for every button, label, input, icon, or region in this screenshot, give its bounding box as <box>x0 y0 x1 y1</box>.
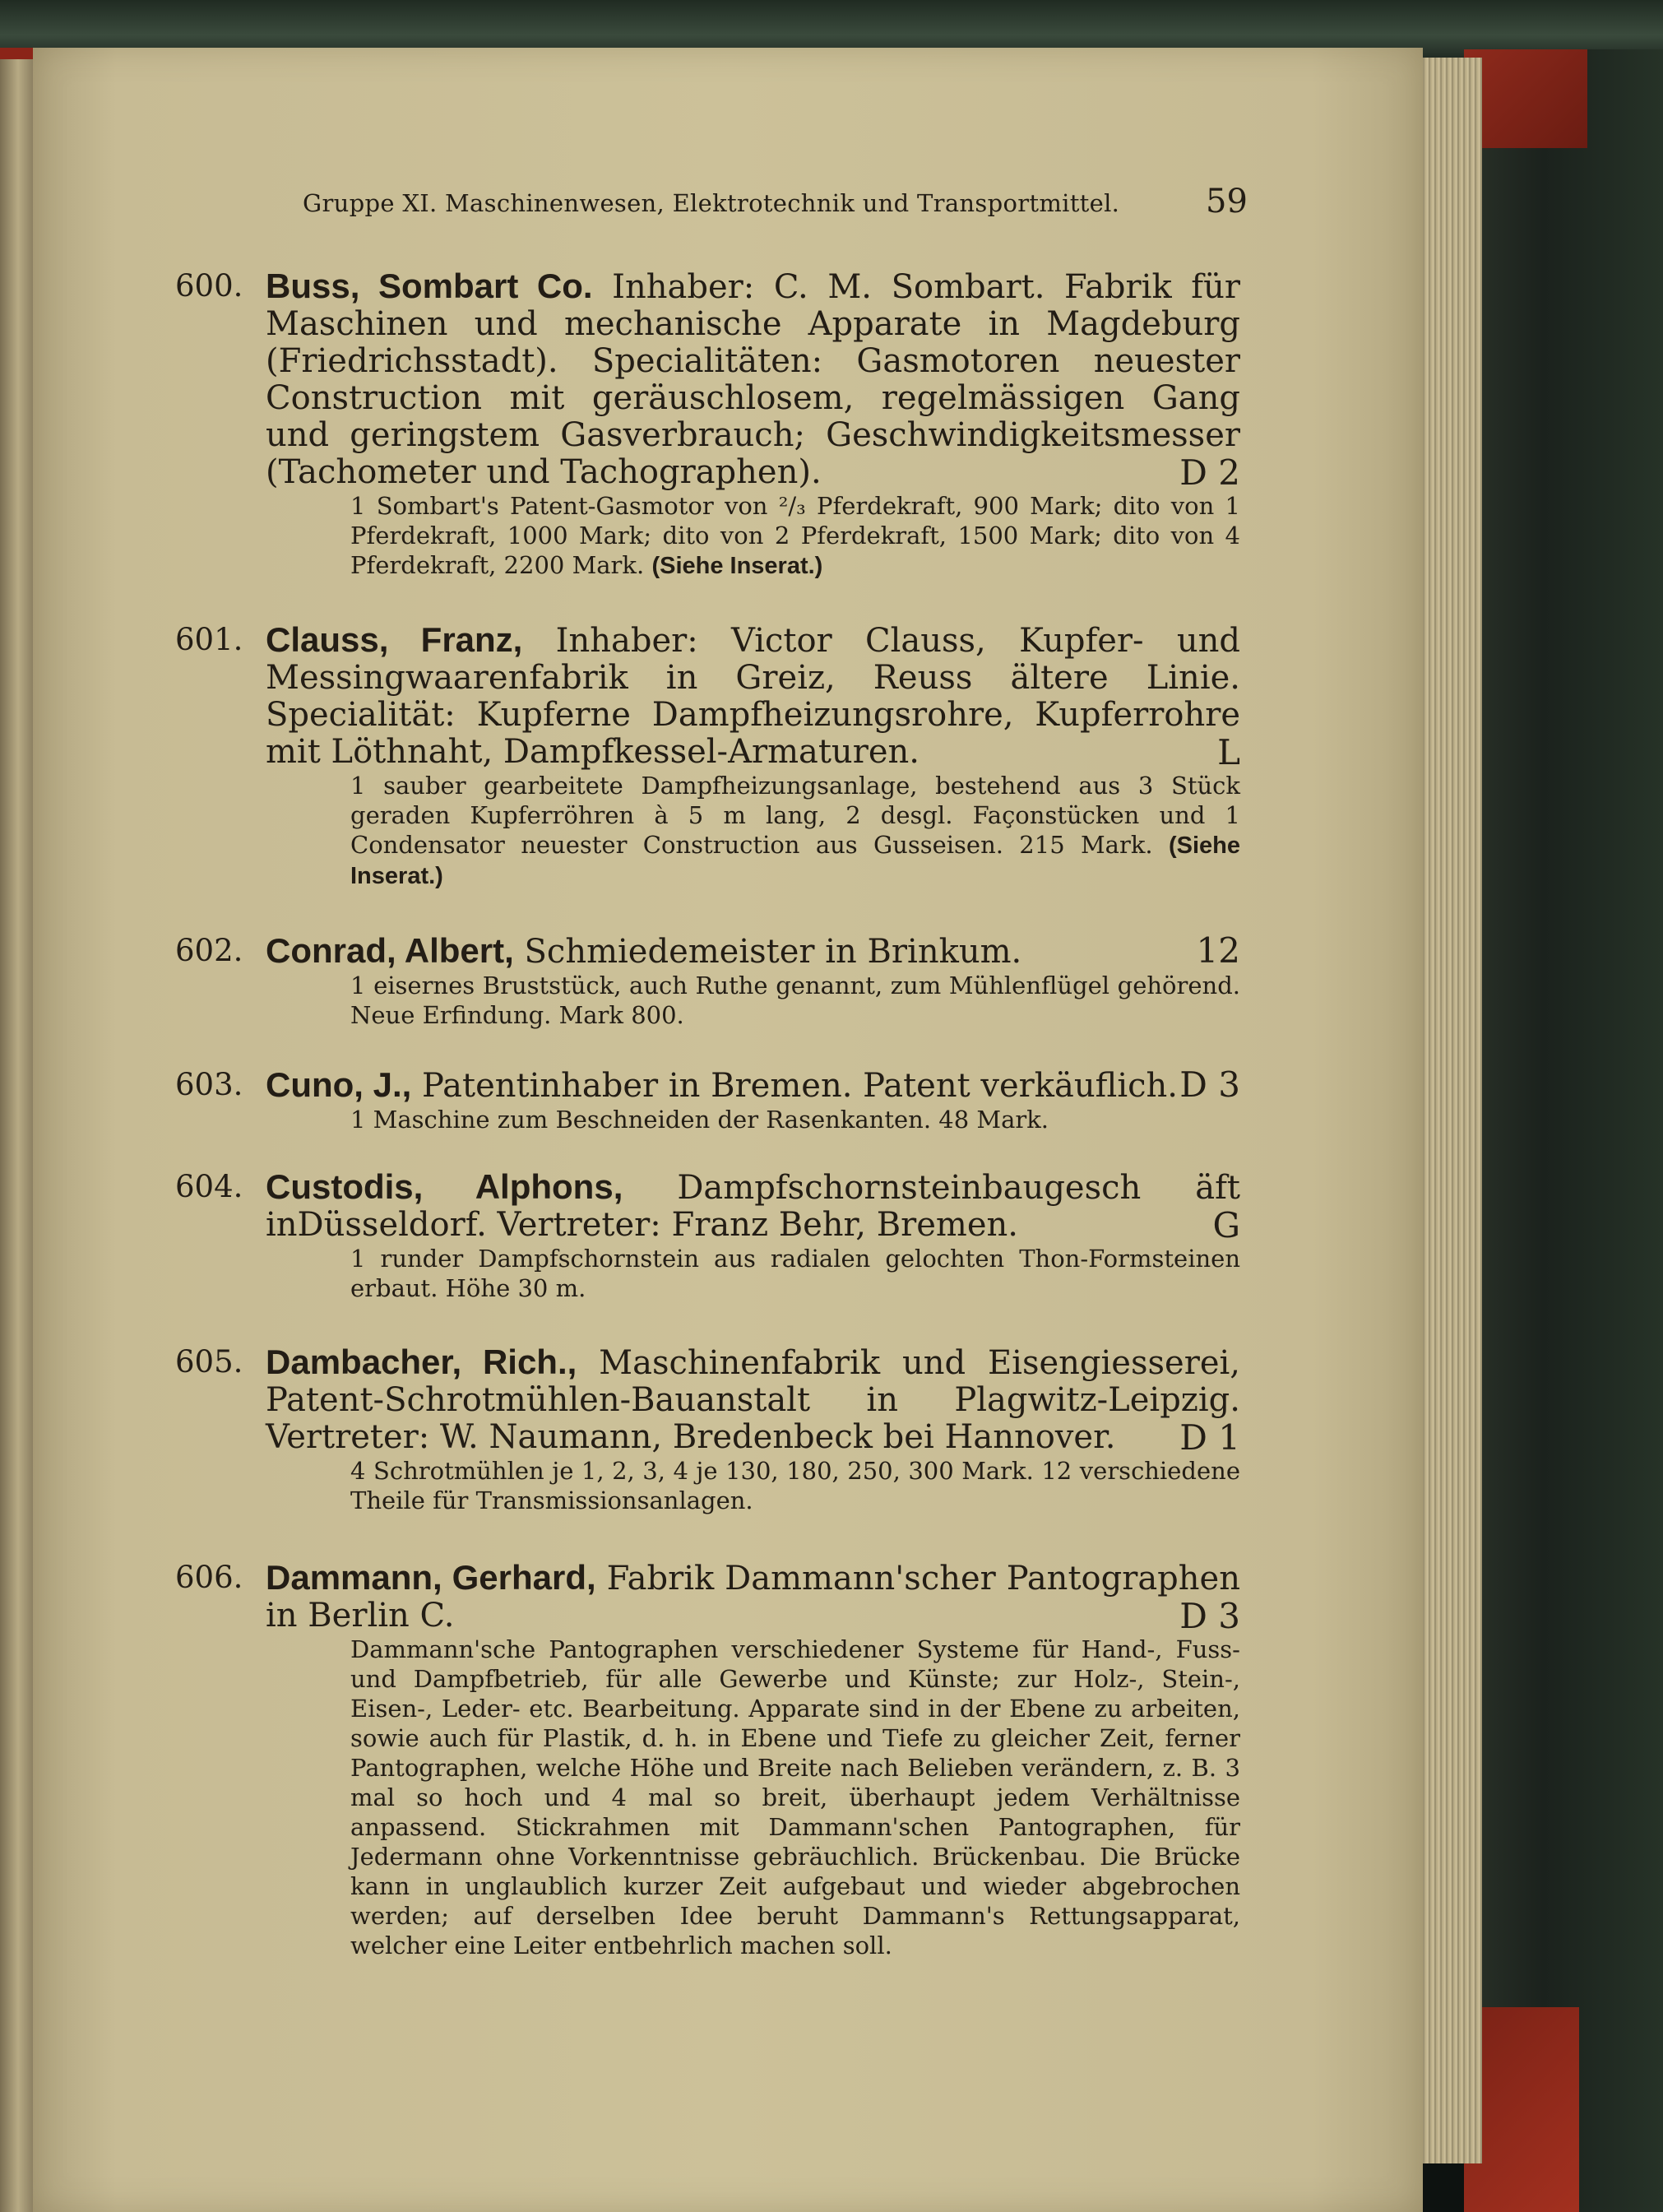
entry-text: Dampfschornsteinbaugesch äft inDüsseldorf. Vertreter: Franz Behr, Bremen. <box>266 1169 1240 1244</box>
exhibit-description: 1 eisernes Bruststück, auch Ruthe genannt, zum Mühlenflügel gehörend. Neue Erfindung. Mark 800. <box>350 972 1240 1029</box>
entry-text: Maschinenfabrik und Eisengiesserei, Patent-Schrotmühlen-Bauanstalt in Plagwitz-Leipzig. Vertreter: W. Naumann, Bredenbeck bei Hannover. <box>266 1344 1240 1456</box>
catalog-entry <box>175 1066 1244 1134</box>
entry-text: Fabrik Dammann'scher Pantographen in Berlin C. <box>266 1560 1240 1635</box>
entry-body <box>266 621 1240 771</box>
entry-text: Schmiedemeister in Brinkum. <box>513 933 1022 971</box>
entry-text: Inhaber: C. M. Sombart. Fabrik für Maschinen und mechanische Apparate in Magdeburg (Friedrichsstadt). Specialitäten: Gasmotoren neuester Construction mit geräuschlosem, regelmässigen Gang und geringstem Gasverbrauch; Geschwindigkeitsmesser (Tachometer und Tachographen). <box>266 268 1240 491</box>
catalog-entry <box>175 1343 1244 1515</box>
see-advert-note: (Siehe Inserat.) <box>350 832 1240 889</box>
page-number: 59 <box>1206 183 1248 220</box>
see-advert-note: (Siehe Inserat.) <box>651 553 823 579</box>
catalog-entry <box>175 621 1244 891</box>
catalog-entry <box>175 1559 1244 1960</box>
exhibit-description: 1 sauber gearbeitete Dampfheizungsanlage, bestehend aus 3 Stück geraden Kupferröhren à 5 m lang, 2 desgl. Façonstücken und 1 Condensator neuester Construction aus Gusseisen. 215 Mark. (Siehe Inserat.) <box>350 772 1240 889</box>
exhibit-description: 1 Maschine zum Beschneiden der Rasenkanten. 48 Mark. <box>350 1106 1049 1134</box>
entry-body <box>266 932 1240 971</box>
entry-body <box>266 1168 1240 1244</box>
location-code: D 3 <box>1179 1064 1240 1105</box>
entry-number: 602. <box>175 933 243 968</box>
exhibitor-name: Dammann, Gerhard, <box>266 1558 596 1597</box>
exhibit-description: 4 Schrotmühlen je 1, 2, 3, 4 je 130, 180, 250, 300 Mark. 12 verschiedene Theile für Transmissionsanlagen. <box>350 1457 1240 1514</box>
entry-body <box>266 267 1240 491</box>
entry-number: 600. <box>175 268 243 304</box>
exhibitor-name: Clauss, Franz, <box>266 620 523 659</box>
exhibit-description: Dammann'sche Pantographen verschiedener Systeme für Hand-, Fuss- und Dampfbetrieb, für alle Gewerbe und Künste; zur Holz-, Stein-, Eisen-, Leder- etc. Bearbeitung. Apparate sind in der Ebene zu arbeiten, sowie auch für Plastik, d. h. in Ebene und Tiefe zu gleicher Zeit, ferner Pantographen, welche Höhe und Breite nach Belieben verändern, z. B. 3 mal so hoch und 4 mal so breit, überhaupt jedem Verhältnisse anpassend. Stickrahmen mit Dammann'schen Pantographen, für Jedermann ohne Vorkenntnisse gebräuchlich. Brückenbau. Die Brücke kann in unglaublich kurzer Zeit aufgebaut und wieder abgebrochen werden; auf derselben Idee beruht Dammann's Rettungsapparat, welcher eine Leiter entbehrlich machen soll. <box>350 1635 1240 1959</box>
exhibit-description: 1 Sombart's Patent-Gasmotor von ²/₃ Pferdekraft, 900 Mark; dito von 1 Pferdekraft, 1000 Mark; dito von 2 Pferdekraft, 1500 Mark; dito von 4 Pferdekraft, 2200 Mark. (Siehe Inserat.) <box>350 492 1240 579</box>
exhibitor-name: Cuno, J., <box>266 1065 412 1104</box>
entry-number: 604. <box>175 1169 243 1204</box>
entry-body <box>266 1559 1240 1635</box>
entry-text: Patentinhaber in Bremen. Patent verkäuflich. <box>411 1067 1178 1105</box>
catalog-entry <box>175 932 1244 1030</box>
exhibit-description: 1 runder Dampfschornstein aus radialen gelochten Thon-Formsteinen erbaut. Höhe 30 m. <box>350 1245 1240 1302</box>
exhibitor-name: Conrad, Albert, <box>266 931 514 970</box>
entry-number: 606. <box>175 1560 243 1595</box>
entry-text: Inhaber: Victor Clauss, Kupfer- und Messingwaarenfabrik in Greiz, Reuss ältere Linie. Specialität: Kupferne Dampfheizungsrohre, Kupferrohre mit Löthnaht, Dampfkessel-Armaturen. <box>266 622 1240 771</box>
exhibitor-name: Dambacher, Rich., <box>266 1343 577 1381</box>
exhibitor-name: Custodis, Alphons, <box>266 1167 623 1206</box>
entry-number: 605. <box>175 1344 243 1380</box>
running-header: Gruppe XI. Maschinenwesen, Elektrotechnik und Transportmittel. <box>303 189 1120 217</box>
entry-number: 601. <box>175 622 243 657</box>
location-code: L <box>1217 732 1240 772</box>
catalog-entry <box>175 267 1244 581</box>
entry-body <box>266 1343 1240 1456</box>
location-code: D 2 <box>1179 452 1240 493</box>
location-code: D 1 <box>1179 1417 1240 1458</box>
catalog-entry <box>175 1168 1244 1303</box>
entry-number: 603. <box>175 1067 243 1102</box>
location-code: 12 <box>1196 930 1240 971</box>
location-code: G <box>1212 1205 1240 1245</box>
location-code: D 3 <box>1179 1596 1240 1636</box>
entry-body <box>266 1066 1240 1105</box>
exhibitor-name: Buss, Sombart Co. <box>266 267 593 305</box>
